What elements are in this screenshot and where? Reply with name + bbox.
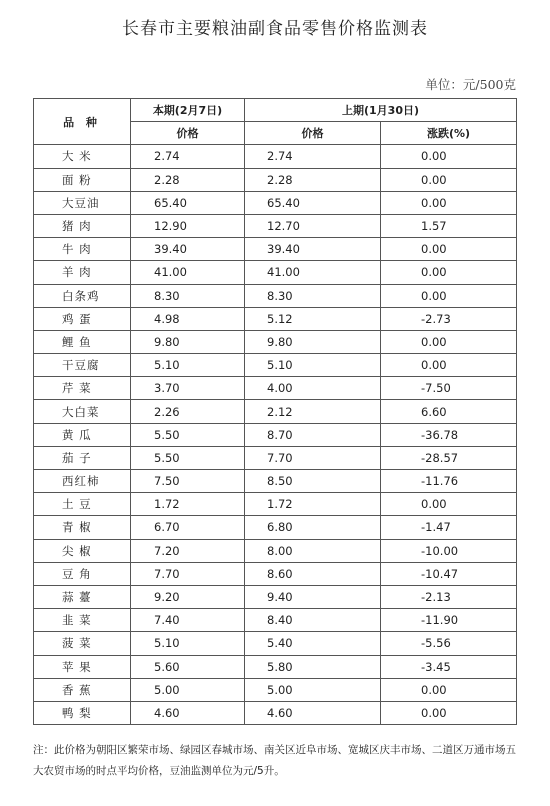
table-row xyxy=(34,214,517,237)
cell-item-name: 面 粉 xyxy=(34,168,131,191)
table-row xyxy=(34,609,517,632)
cell-current-price: 65.40 xyxy=(131,191,245,214)
cell-change: 0.00 xyxy=(381,284,517,307)
cell-change: 0.00 xyxy=(381,145,517,168)
cell-previous-price: 2.28 xyxy=(245,168,381,191)
table-row xyxy=(34,168,517,191)
cell-item-name: 白条鸡 xyxy=(34,284,131,307)
cell-change: 0.00 xyxy=(381,678,517,701)
cell-item-name: 苹 果 xyxy=(34,655,131,678)
cell-current-price: 5.50 xyxy=(131,446,245,469)
cell-item-name: 尖 椒 xyxy=(34,539,131,562)
unit-label: 单位：元/500克 xyxy=(425,77,516,92)
header-current-period: 本期(2月7日) xyxy=(131,99,245,122)
cell-current-price: 5.60 xyxy=(131,655,245,678)
cell-previous-price: 5.40 xyxy=(245,632,381,655)
table-row xyxy=(34,446,517,469)
table-row xyxy=(34,562,517,585)
table-row xyxy=(34,655,517,678)
cell-previous-price: 5.12 xyxy=(245,307,381,330)
cell-current-price: 5.00 xyxy=(131,678,245,701)
cell-item-name: 牛 肉 xyxy=(34,238,131,261)
cell-current-price: 5.10 xyxy=(131,354,245,377)
cell-change: 0.00 xyxy=(381,354,517,377)
cell-item-name: 大 米 xyxy=(34,145,131,168)
cell-item-name: 青 椒 xyxy=(34,516,131,539)
cell-item-name: 羊 肉 xyxy=(34,261,131,284)
cell-item-name: 菠 菜 xyxy=(34,632,131,655)
cell-previous-price: 8.70 xyxy=(245,423,381,446)
cell-current-price: 8.30 xyxy=(131,284,245,307)
table-row xyxy=(34,539,517,562)
table-row xyxy=(34,423,517,446)
cell-current-price: 7.50 xyxy=(131,470,245,493)
cell-change: 1.57 xyxy=(381,214,517,237)
header-change: 涨跌(%) xyxy=(381,122,517,145)
cell-previous-price: 9.40 xyxy=(245,585,381,608)
cell-change: 0.00 xyxy=(381,493,517,516)
cell-current-price: 12.90 xyxy=(131,214,245,237)
cell-item-name: 韭 菜 xyxy=(34,609,131,632)
cell-previous-price: 8.60 xyxy=(245,562,381,585)
cell-item-name: 鸭 梨 xyxy=(34,701,131,724)
cell-previous-price: 1.72 xyxy=(245,493,381,516)
cell-change: -10.47 xyxy=(381,562,517,585)
cell-current-price: 9.80 xyxy=(131,330,245,353)
cell-item-name: 香 蕉 xyxy=(34,678,131,701)
cell-previous-price: 8.00 xyxy=(245,539,381,562)
cell-previous-price: 9.80 xyxy=(245,330,381,353)
cell-item-name: 黄 瓜 xyxy=(34,423,131,446)
cell-current-price: 4.60 xyxy=(131,701,245,724)
cell-previous-price: 8.30 xyxy=(245,284,381,307)
cell-change: -11.90 xyxy=(381,609,517,632)
cell-change: 0.00 xyxy=(381,330,517,353)
cell-item-name: 鲤 鱼 xyxy=(34,330,131,353)
cell-item-name: 大白菜 xyxy=(34,400,131,423)
cell-item-name: 茄 子 xyxy=(34,446,131,469)
table-row xyxy=(34,261,517,284)
cell-item-name: 干豆腐 xyxy=(34,354,131,377)
table-row xyxy=(34,377,517,400)
cell-item-name: 蒜 薹 xyxy=(34,585,131,608)
table-row xyxy=(34,701,517,724)
table-row xyxy=(34,585,517,608)
table-row xyxy=(34,516,517,539)
cell-current-price: 39.40 xyxy=(131,238,245,261)
cell-change: -5.56 xyxy=(381,632,517,655)
table-row xyxy=(34,354,517,377)
cell-current-price: 2.26 xyxy=(131,400,245,423)
cell-previous-price: 8.40 xyxy=(245,609,381,632)
cell-item-name: 豆 角 xyxy=(34,562,131,585)
cell-previous-price: 5.10 xyxy=(245,354,381,377)
cell-change: -28.57 xyxy=(381,446,517,469)
table-row xyxy=(34,493,517,516)
cell-previous-price: 4.60 xyxy=(245,701,381,724)
cell-change: 0.00 xyxy=(381,191,517,214)
table-row xyxy=(34,632,517,655)
table-row xyxy=(34,145,517,168)
cell-change: -2.13 xyxy=(381,585,517,608)
cell-previous-price: 65.40 xyxy=(245,191,381,214)
cell-change: 0.00 xyxy=(381,701,517,724)
price-table xyxy=(33,98,517,725)
header-prev-price: 价格 xyxy=(245,122,381,145)
cell-previous-price: 5.00 xyxy=(245,678,381,701)
table-row xyxy=(34,238,517,261)
cell-current-price: 6.70 xyxy=(131,516,245,539)
cell-previous-price: 2.12 xyxy=(245,400,381,423)
table-row xyxy=(34,400,517,423)
cell-current-price: 5.50 xyxy=(131,423,245,446)
cell-previous-price: 8.50 xyxy=(245,470,381,493)
cell-item-name: 大豆油 xyxy=(34,191,131,214)
cell-change: -11.76 xyxy=(381,470,517,493)
table-row xyxy=(34,191,517,214)
cell-current-price: 7.40 xyxy=(131,609,245,632)
cell-change: 0.00 xyxy=(381,261,517,284)
footnote: 注：此价格为朝阳区繁荣市场、绿园区春城市场、南关区近阜市场、宽城区庆丰市场、二道区万通市场五大农贸市场的时点平均价格，豆油监测单位为元/5升。 xyxy=(33,744,516,777)
cell-change: 6.60 xyxy=(381,400,517,423)
cell-previous-price: 7.70 xyxy=(245,446,381,469)
cell-current-price: 4.98 xyxy=(131,307,245,330)
table-row xyxy=(34,470,517,493)
cell-current-price: 3.70 xyxy=(131,377,245,400)
cell-previous-price: 6.80 xyxy=(245,516,381,539)
table-row xyxy=(34,330,517,353)
cell-change: 0.00 xyxy=(381,238,517,261)
cell-previous-price: 12.70 xyxy=(245,214,381,237)
cell-previous-price: 5.80 xyxy=(245,655,381,678)
header-price: 价格 xyxy=(131,122,245,145)
cell-current-price: 7.20 xyxy=(131,539,245,562)
cell-current-price: 5.10 xyxy=(131,632,245,655)
cell-current-price: 1.72 xyxy=(131,493,245,516)
table-row xyxy=(34,284,517,307)
cell-current-price: 9.20 xyxy=(131,585,245,608)
table-body xyxy=(34,145,517,725)
cell-previous-price: 2.74 xyxy=(245,145,381,168)
table-row xyxy=(34,307,517,330)
cell-item-name: 猪 肉 xyxy=(34,214,131,237)
cell-change: -2.73 xyxy=(381,307,517,330)
cell-previous-price: 4.00 xyxy=(245,377,381,400)
header-item: 品 种 xyxy=(34,99,131,145)
cell-previous-price: 41.00 xyxy=(245,261,381,284)
cell-change: 0.00 xyxy=(381,168,517,191)
header-row-1 xyxy=(34,99,517,122)
cell-item-name: 芹 菜 xyxy=(34,377,131,400)
cell-change: -36.78 xyxy=(381,423,517,446)
table-row xyxy=(34,678,517,701)
header-previous-period: 上期(1月30日) xyxy=(245,99,517,122)
cell-item-name: 西红柿 xyxy=(34,470,131,493)
cell-item-name: 鸡 蛋 xyxy=(34,307,131,330)
cell-change: -7.50 xyxy=(381,377,517,400)
cell-change: -1.47 xyxy=(381,516,517,539)
cell-current-price: 2.74 xyxy=(131,145,245,168)
cell-current-price: 7.70 xyxy=(131,562,245,585)
cell-current-price: 2.28 xyxy=(131,168,245,191)
cell-change: -10.00 xyxy=(381,539,517,562)
cell-item-name: 土 豆 xyxy=(34,493,131,516)
cell-previous-price: 39.40 xyxy=(245,238,381,261)
table-header xyxy=(34,99,517,145)
cell-current-price: 41.00 xyxy=(131,261,245,284)
cell-change: -3.45 xyxy=(381,655,517,678)
page-title: 长春市主要粮油副食品零售价格监测表 xyxy=(122,19,428,39)
